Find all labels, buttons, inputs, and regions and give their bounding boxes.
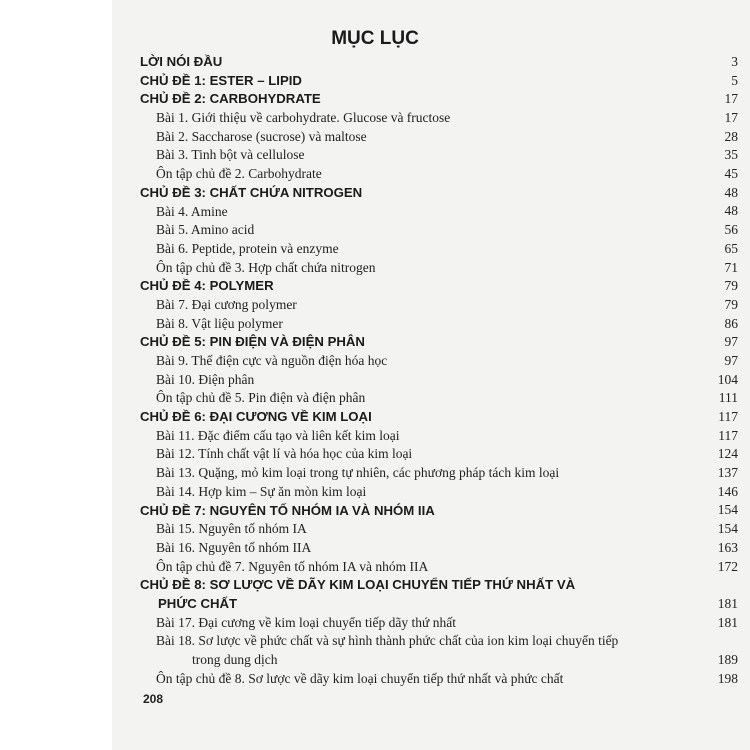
toc-entry-text: CHỦ ĐỀ 2: CARBOHYDRATE xyxy=(140,91,321,107)
toc-entry-text: CHỦ ĐỀ 3: CHẤT CHỨA NITROGEN xyxy=(140,184,363,200)
toc-page-number: 17 xyxy=(724,91,738,107)
page-number: 208 xyxy=(143,692,164,706)
toc-page-number: 97 xyxy=(724,334,738,350)
toc-page-number: 79 xyxy=(724,296,738,312)
toc-page-number: 172 xyxy=(717,558,738,574)
table-of-contents xyxy=(140,53,738,688)
toc-entry-text: Ôn tập chủ đề 7. Nguyên tố nhóm IA và nhóm IIA xyxy=(156,558,429,574)
toc-lesson xyxy=(140,558,738,577)
toc-topic xyxy=(140,72,738,91)
toc-lesson xyxy=(140,445,738,464)
toc-topic xyxy=(140,333,738,352)
toc-page-number: 5 xyxy=(731,72,738,88)
toc-page-number: 181 xyxy=(717,614,738,630)
toc-lesson xyxy=(140,464,738,483)
toc-entry-text: CHỦ ĐỀ 4: POLYMER xyxy=(140,278,274,294)
toc-entry-text: Bài 10. Điện phân xyxy=(156,371,255,387)
toc-lesson xyxy=(140,296,738,315)
toc-page-number: 181 xyxy=(717,595,738,611)
toc-page-number: 198 xyxy=(717,670,738,686)
toc-entry-text: Bài 11. Đặc điểm cấu tạo và liên kết kim loại xyxy=(156,427,400,443)
toc-page-number: 97 xyxy=(724,352,738,368)
toc-lesson-18 xyxy=(140,632,738,669)
toc-lesson xyxy=(140,221,738,240)
toc-entry-text: Ôn tập chủ đề 2. Carbohydrate xyxy=(156,166,322,182)
toc-page-number: 137 xyxy=(717,465,738,481)
toc-lesson xyxy=(140,539,738,558)
toc-page-number: 86 xyxy=(724,315,738,331)
toc-page-number: 48 xyxy=(724,184,738,200)
toc-entry-text: Bài 3. Tinh bột và cellulose xyxy=(156,147,305,163)
toc-lesson xyxy=(140,109,738,128)
toc-entry-text: CHỦ ĐỀ 1: ESTER – LIPID xyxy=(140,72,302,88)
toc-entry-text: CHỦ ĐỀ 5: PIN ĐIỆN VÀ ĐIỆN PHÂN xyxy=(140,334,365,350)
toc-entry-text: Bài 5. Amino acid xyxy=(156,222,255,238)
toc-page-number: 65 xyxy=(724,240,738,256)
toc-topic xyxy=(140,277,738,296)
toc-entry-text: Bài 2. Saccharose (sucrose) và maltose xyxy=(156,128,367,144)
toc-page-number: 154 xyxy=(717,521,738,537)
toc-page-number: 79 xyxy=(724,278,738,294)
toc-page-number: 146 xyxy=(717,483,738,499)
toc-entry-text: Bài 12. Tính chất vật lí và hóa học của kim loại xyxy=(156,446,413,462)
toc-page-number: 56 xyxy=(724,222,738,238)
toc-page-number: 117 xyxy=(718,427,738,443)
toc-lesson xyxy=(140,203,738,222)
toc-lesson xyxy=(140,259,738,278)
toc-page-number: 3 xyxy=(731,53,738,69)
toc-topic xyxy=(140,502,738,521)
toc-entry-text: Bài 8. Vật liệu polymer xyxy=(156,315,283,331)
toc-entry-text: Bài 14. Hợp kim – Sự ăn mòn kim loại xyxy=(156,483,367,499)
toc-entry-text: Bài 7. Đại cương polymer xyxy=(156,296,297,312)
toc-lesson xyxy=(140,128,738,147)
toc-lesson xyxy=(140,165,738,184)
toc-lesson xyxy=(140,520,738,539)
toc-lesson xyxy=(140,315,738,334)
toc-entry-text-continued: trong dung dịch xyxy=(192,652,278,668)
toc-entry-text: Bài 17. Đại cương về kim loại chuyển tiếp dãy thứ nhất xyxy=(156,614,456,630)
toc-entry-text: LỜI NÓI ĐẦU xyxy=(140,54,223,69)
toc-lesson xyxy=(140,146,738,165)
toc-entry-text: CHỦ ĐỀ 8: SƠ LƯỢC VỀ DÃY KIM LOẠI CHUYỂN TIẾP THỨ NHẤT VÀ xyxy=(140,577,576,593)
toc-entry-text-continued: PHỨC CHẤT xyxy=(158,595,238,611)
toc-entry-text: Bài 1. Giới thiệu về carbohydrate. Glucose và fructose xyxy=(156,110,451,126)
toc-entry-text: Bài 18. Sơ lược về phức chất và sự hình thành phức chất của ion kim loại chuyển tiếp xyxy=(156,633,619,649)
toc-lesson xyxy=(140,389,738,408)
toc-page-number: 35 xyxy=(724,147,738,163)
toc-entry-text: CHỦ ĐỀ 7: NGUYÊN TỐ NHÓM IA VÀ NHÓM IIA xyxy=(140,502,435,518)
toc-entry-text: CHỦ ĐỀ 6: ĐẠI CƯƠNG VỀ KIM LOẠI xyxy=(140,409,372,425)
toc-entry-text: Bài 15. Nguyên tố nhóm IA xyxy=(156,521,307,537)
toc-page-number: 104 xyxy=(717,371,738,387)
toc-topic xyxy=(140,53,738,72)
toc-page-number: 17 xyxy=(724,110,738,126)
toc-page-number: 154 xyxy=(717,502,738,518)
toc-lesson xyxy=(140,427,738,446)
toc-page-number: 45 xyxy=(724,166,738,182)
toc-page-number: 117 xyxy=(718,409,738,425)
toc-lesson xyxy=(140,352,738,371)
toc-lesson-17 xyxy=(140,614,738,633)
toc-review-8 xyxy=(140,670,738,689)
toc-entry-text: Bài 13. Quặng, mỏ kim loại trong tự nhiên, các phương pháp tách kim loại xyxy=(156,465,560,481)
toc-entry-text: Bài 6. Peptide, protein và enzyme xyxy=(156,240,339,256)
toc-entry-text: Ôn tập chủ đề 3. Hợp chất chứa nitrogen xyxy=(156,259,376,275)
toc-entry-text: Ôn tập chủ đề 8. Sơ lược về dãy kim loại chuyển tiếp thứ nhất và phức chất xyxy=(156,670,564,686)
page-title: MỤC LỤC xyxy=(331,28,419,49)
toc-entry-text: Ôn tập chủ đề 5. Pin điện và điện phân xyxy=(156,390,366,406)
toc-page-number: 28 xyxy=(724,128,738,144)
toc-page-number: 111 xyxy=(718,390,738,406)
toc-page-number: 71 xyxy=(724,259,738,275)
toc-page-number: 124 xyxy=(717,446,738,462)
toc-entry-text: Bài 9. Thế điện cực và nguồn điện hóa học xyxy=(156,353,388,368)
toc-page-number: 48 xyxy=(724,203,738,219)
toc-lesson xyxy=(140,483,738,502)
toc-lesson xyxy=(140,371,738,390)
toc-topic xyxy=(140,184,738,203)
toc-entry-text: Bài 16. Nguyên tố nhóm IIA xyxy=(156,539,312,555)
toc-page-number: 163 xyxy=(717,539,738,555)
toc-page-number: 189 xyxy=(717,652,738,668)
toc-topic xyxy=(140,408,738,427)
toc-lesson xyxy=(140,240,738,259)
toc-topic xyxy=(140,90,738,109)
toc-entry-text: Bài 4. Amine xyxy=(156,203,228,219)
toc-topic-8 xyxy=(140,576,738,613)
